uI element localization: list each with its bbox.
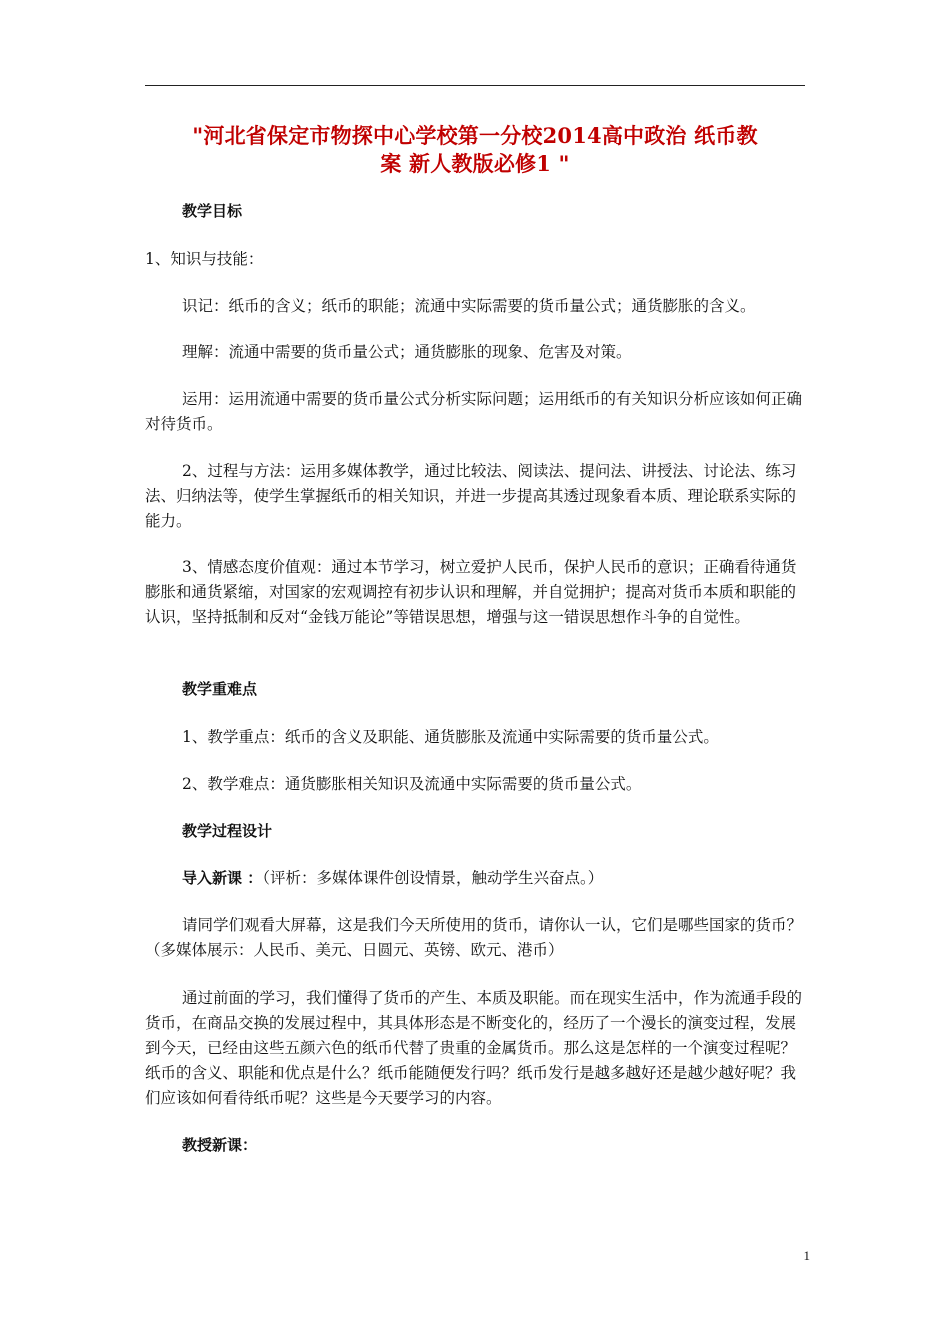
intro-line [145, 866, 807, 891]
recall-paragraph: 识记：纸币的含义；纸币的职能；流通中实际需要的货币量公式；通货膨胀的含义。 [182, 297, 756, 315]
document-title [145, 122, 805, 178]
intro-comment: （评析：多媒体课件创设情景，触动学生兴奋点。） [262, 869, 604, 887]
goals-heading: 教学目标 [182, 202, 243, 220]
key-heading: 教学重难点 [182, 680, 258, 698]
understand-paragraph: 理解：流通中需要的货币量公式；通货膨胀的现象、危害及对策。 [182, 343, 632, 361]
design-heading: 教学过程设计 [182, 822, 273, 840]
apply-paragraph: 运用：运用流通中需要的货币量公式分析实际问题；运用纸币的有关知识分析应该如何正确对待货币。 [145, 390, 803, 433]
teach-heading: 教授新课： [182, 1136, 258, 1154]
title-line-1: "河北省保定市物探中心学校第一分校2014高中政治 纸币教 [192, 123, 758, 148]
knowledge-item: 1、知识与技能： [145, 250, 264, 268]
process-paragraph: 2、过程与方法：运用多媒体教学，通过比较法、阅读法、提问法、讲授法、讨论法、练习法、归纳法等，使学生掌握纸币的相关知识，并进一步提高其透过现象看本质、理论联系实际的能力。 [145, 462, 797, 530]
intro-paragraph: 请同学们观看大屏幕，这是我们今天所使用的货币，请你认一认，它们是哪些国家的货币？（多媒体展示：人民币、美元、日圆元、英镑、欧元、港币） [145, 916, 803, 959]
title-line-2: 案 新人教版必修1 " [380, 151, 570, 176]
lead-paragraph: 通过前面的学习，我们懂得了货币的产生、本质及职能。而在现实生活中，作为流通手段的货币，在商品交换的发展过程中，其具体形态是不断变化的，经历了一个漫长的演变过程，发展到今天，已经由这些五颜六色的纸币代替了贵重的金属货币。那么这是怎样的一个演变过程呢？纸币的含义、职能和优点是什么？纸币能随便发行吗？纸币发行是越多越好还是越少越好呢？我们应该如何看待纸币呢？这些是今天要学习的内容。 [145, 989, 803, 1107]
page-number: 1 [803, 1248, 810, 1263]
emotion-paragraph: 3、情感态度价值观：通过本节学习，树立爱护人民币，保护人民币的意识；正确看待通货膨胀和通货紧缩，对国家的宏观调控有初步认识和理解，并自觉拥护；提高对货币本质和职能的认识，坚持抵制和反对“金钱万能论”等错误思想，增强与这一错误思想作斗争的自觉性。 [145, 558, 797, 626]
intro-label: 导入新课 ： [182, 869, 263, 887]
key-point: 1、教学重点：纸币的含义及职能、通货膨胀及流通中实际需要的货币量公式。 [182, 728, 719, 746]
header-rule [145, 85, 805, 86]
difficult-point: 2、教学难点：通货膨胀相关知识及流通中实际需要的货币量公式。 [182, 775, 642, 793]
